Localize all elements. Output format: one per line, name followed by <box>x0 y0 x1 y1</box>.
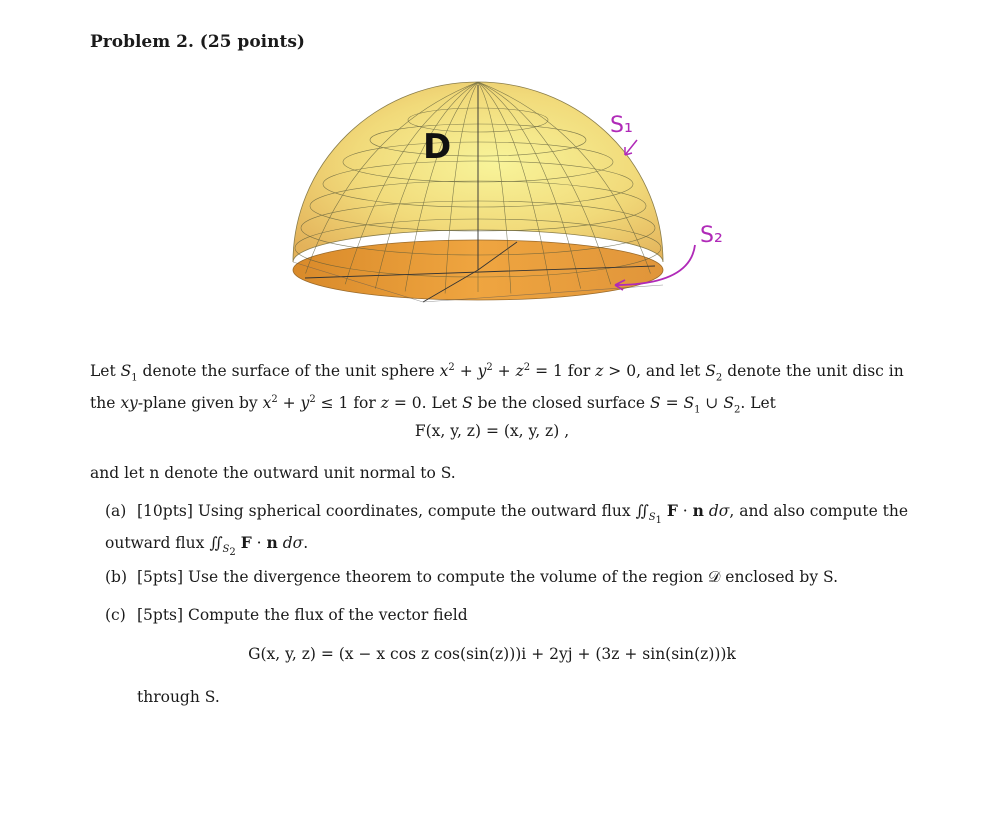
normal-statement: and let n denote the outward unit normal to S. <box>90 464 456 482</box>
s2-label: S₂ <box>700 223 723 248</box>
text-fragment: for <box>562 362 596 381</box>
part-c-text: [5pts] Compute the flux of the vector field <box>137 606 468 624</box>
problem-title: Problem 2. (25 points) <box>90 32 305 52</box>
text-fragment: denote the unit disc in the <box>90 362 904 413</box>
problem-statement: Let $S_1$ denote the surface of the unit sphere $x^2 + y^2 + z^2 = 1$ for z > 0, and let $S_2$ denote the unit disc in the xy-plane given by $x^2 + y^2 \le 1$ for z = 0. Let S be the closed surface $S = S_1$ ∪ $S_2$. Let <box>90 362 904 416</box>
part-b <box>105 566 925 588</box>
equation-G: G(x, y, z) = (x − x cos z cos(sin(z)))i + 2yj + (3z + sin(sin(z)))k <box>248 645 736 663</box>
text-fragment: for <box>348 394 381 413</box>
part-c-label: (c) <box>105 606 126 624</box>
part-a: (a) [10pts] Using spherical coordinates, compute the outward flux $∬_{S_1}$ F · n dσ, and also compute the outward flux $∬_{S_2}$ F · n dσ. <box>105 501 909 559</box>
region-label: D <box>423 127 452 167</box>
text-fragment: denote the surface of the unit sphere <box>137 362 440 381</box>
part-a-text-2: , and also compute the outward flux <box>105 502 909 553</box>
s1-arrow <box>625 140 637 155</box>
through-text: through S. <box>137 688 220 706</box>
part-a-label: (a) <box>105 502 127 520</box>
part-b-label: (b) <box>105 568 128 586</box>
part-b-text: [5pts] Use the divergence theorem to compute the volume of the region 𝒟 enclosed by S. <box>137 568 838 586</box>
text-fragment: . Let <box>421 394 463 413</box>
part-a-text-3: . <box>303 534 309 553</box>
part-a-text: [10pts] Using spherical coordinates, compute the outward flux <box>137 502 636 520</box>
part-c <box>105 604 925 626</box>
equation-F: F(x, y, z) = (x, y, z) , <box>414 422 570 440</box>
text-fragment: Let <box>90 362 121 381</box>
text-fragment: . Let <box>740 394 776 413</box>
s1-label: S₁ <box>610 113 633 138</box>
text-fragment: -plane given by <box>137 394 263 413</box>
text-fragment: be the closed surface <box>472 394 651 413</box>
hemisphere-figure <box>285 80 745 310</box>
text-fragment: , and let <box>636 362 706 381</box>
